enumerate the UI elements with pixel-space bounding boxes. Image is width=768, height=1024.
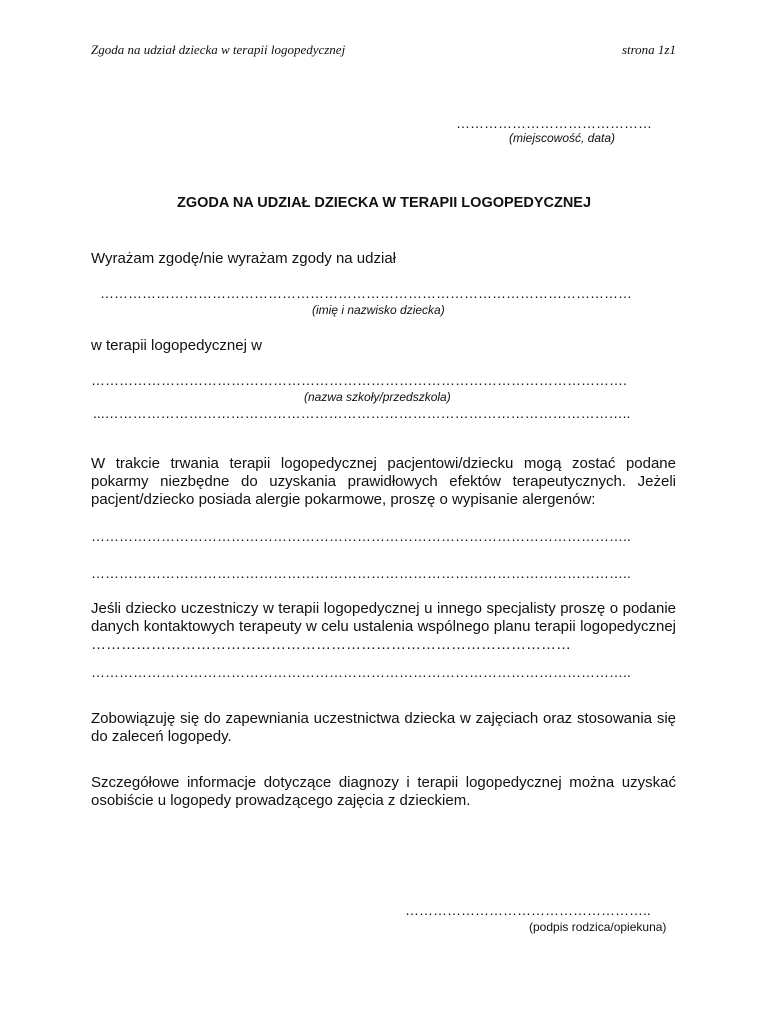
child-name-field: …………………………………………………………………………………………………… (100, 285, 632, 301)
allergy-field-2: …………………………………………………………………………………………………….. (91, 565, 631, 581)
commitment-paragraph: Zobowiązuję się do zapewniania uczestnictwa dziecka w zajęciach oraz stosowania się do zaleceń logopedy. (91, 710, 676, 745)
specialist-field: …………………………………………………………………………………………………….. (91, 664, 631, 680)
allergy-field-1: …………………………………………………………………………………………………….. (91, 528, 631, 544)
place-date-field: …………………………………… (456, 115, 652, 131)
school-name-field-2: ...………………………………………………………………………………………………….. (93, 405, 631, 421)
info-paragraph: Szczegółowe informacje dotyczące diagnozy i terapii logopedycznej można uzyskać osobiście u logopedy prowadzącego zajęcia z dzieckiem. (91, 774, 676, 809)
page-number: strona 1z1 (621, 42, 676, 57)
consent-line: Wyrażam zgodę/nie wyrażam zgody na udział (91, 250, 397, 267)
child-name-caption: (imię i nazwisko dziecka) (312, 303, 445, 317)
school-name-caption: (nazwa szkoły/przedszkola) (304, 390, 451, 404)
therapy-line: w terapii logopedycznej w (91, 337, 262, 354)
signature-caption: (podpis rodzica/opiekuna) (529, 920, 667, 934)
specialist-paragraph: Jeśli dziecko uczestniczy w terapii logopedycznej u innego specjalisty proszę o podanie danych kontaktowych terapeuty w celu ustalenia wspólnego planu terapii logopedycznej …………………………………………………………………………………… (91, 600, 676, 653)
place-date-caption: (miejscowość, data) (509, 131, 616, 145)
signature-field: …………………………………………….. (405, 902, 651, 918)
school-name-field: ……………………………………………………………………………………………………. (91, 372, 627, 388)
allergy-paragraph: W trakcie trwania terapii logopedycznej pacjentowi/dziecku mogą zostać podane pokarmy niezbędne do uzyskania prawidłowych efektów terapeutycznych. Jeżeli pacjent/dziecko posiada alergie pokarmowe, proszę o wypisanie alergenów: (91, 455, 676, 508)
header-title: Zgoda na udział dziecka w terapii logopedycznej (91, 42, 346, 57)
document-title: ZGODA NA UDZIAŁ DZIECKA W TERAPII LOGOPEDYCZNEJ (176, 195, 592, 211)
